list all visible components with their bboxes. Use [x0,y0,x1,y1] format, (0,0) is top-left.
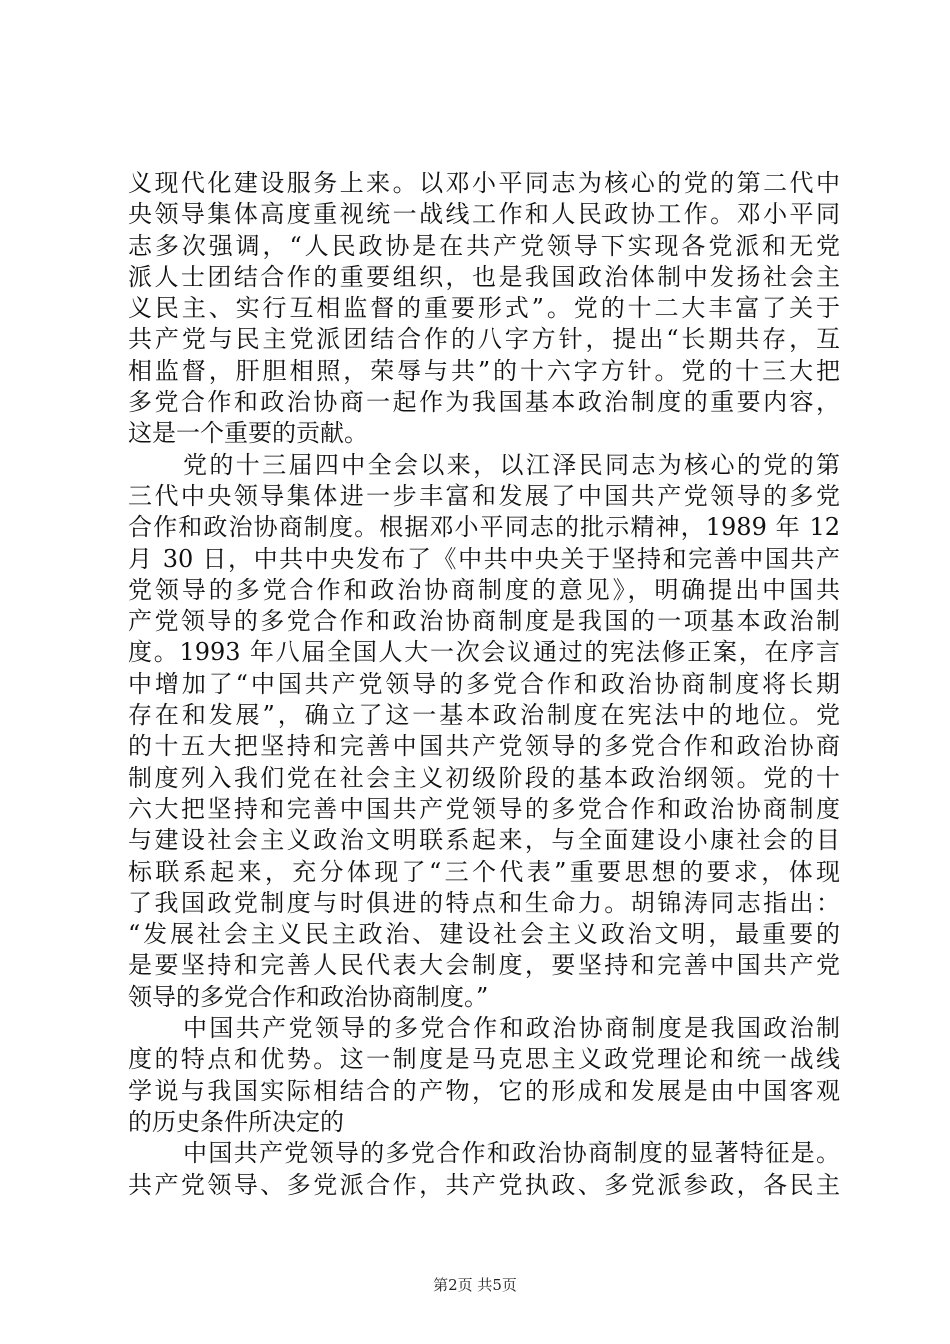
text-line: 这是一个重要的贡献。 [128,419,368,448]
text-line: 产党领导的多党合作和政治协商制度是我国的一项基本政治制 [128,607,840,636]
text-line: 存在和发展”，确立了这一基本政治制度在宪法中的地位。党 [128,701,840,730]
text-line: 党领导的多党合作和政治协商制度的意见》，明确提出中国共 [128,575,840,604]
text-line: 中国共产党领导的多党合作和政治协商制度的显著特征是。 [183,1139,840,1168]
text-line: 标联系起来，充分体现了“三个代表”重要思想的要求，体现 [128,857,840,886]
text-line: 领导的多党合作和政治协商制度。” [128,982,489,1011]
text-line: 三代中央领导集体进一步丰富和发展了中国共产党领导的多党 [128,481,840,510]
text-line: 学说与我国实际相结合的产物，它的形成和发展是由中国客观 [128,1076,840,1105]
text-line: 相监督，肝胆相照，荣辱与共”的十六字方针。党的十三大把 [128,356,840,385]
text-line: 六大把坚持和完善中国共产党领导的多党合作和政治协商制度 [128,794,840,823]
text-line: 央领导集体高度重视统一战线工作和人民政协工作。邓小平同 [128,200,840,229]
document-body [128,168,840,1201]
text-line: 合作和政治协商制度。根据邓小平同志的批示精神，1989 年 12 [128,513,840,542]
text-line: 多党合作和政治协商一起作为我国基本政治制度的重要内容， [128,388,840,417]
text-line: 了我国政党制度与时俱进的特点和生命力。胡锦涛同志指出： [128,888,840,917]
text-line: 党的十三届四中全会以来，以江泽民同志为核心的党的第 [183,450,840,479]
text-line: 中国共产党领导的多党合作和政治协商制度是我国政治制 [183,1014,840,1043]
text-line: 与建设社会主义政治文明联系起来，与全面建设小康社会的目 [128,826,840,855]
paragraph [128,168,840,450]
text-line: 志多次强调，“人民政协是在共产党领导下实现各党派和无党 [128,231,840,260]
text-line: 月 30 日，中共中央发布了《中共中央关于坚持和完善中国共产 [128,544,840,573]
text-line: 的十五大把坚持和完善中国共产党领导的多党合作和政治协商 [128,732,840,761]
text-line: 度的特点和优势。这一制度是马克思主义政党理论和统一战线 [128,1045,840,1074]
text-line: 共产党领导、多党派合作，共产党执政、多党派参政，各民主 [128,1170,840,1199]
text-line: 的历史条件所决定的 [128,1107,344,1136]
page-number-footer: 第2页 共5页 [433,1276,517,1294]
paragraph [128,1138,840,1201]
text-line: 共产党与民主党派团结合作的八字方针，提出“长期共存，互 [128,325,840,354]
paragraph [128,1013,840,1138]
text-line: 义民主、实行互相监督的重要形式”。党的十二大丰富了关于 [128,294,840,323]
text-line: 派人士团结合作的重要组织，也是我国政治体制中发扬社会主 [128,262,840,291]
text-line: 度。1993 年八届全国人大一次会议通过的宪法修正案，在序言 [128,638,840,667]
text-line: 义现代化建设服务上来。以邓小平同志为核心的党的第二代中 [128,169,840,197]
text-line: “发展社会主义民主政治、建设社会主义政治文明，最重要的 [128,920,840,949]
text-line: 制度列入我们党在社会主义初级阶段的基本政治纲领。党的十 [128,763,840,792]
paragraph [128,450,840,1013]
text-line: 是要坚持和完善人民代表大会制度，要坚持和完善中国共产党 [128,951,840,980]
text-line: 中增加了“中国共产党领导的多党合作和政治协商制度将长期 [128,669,840,698]
